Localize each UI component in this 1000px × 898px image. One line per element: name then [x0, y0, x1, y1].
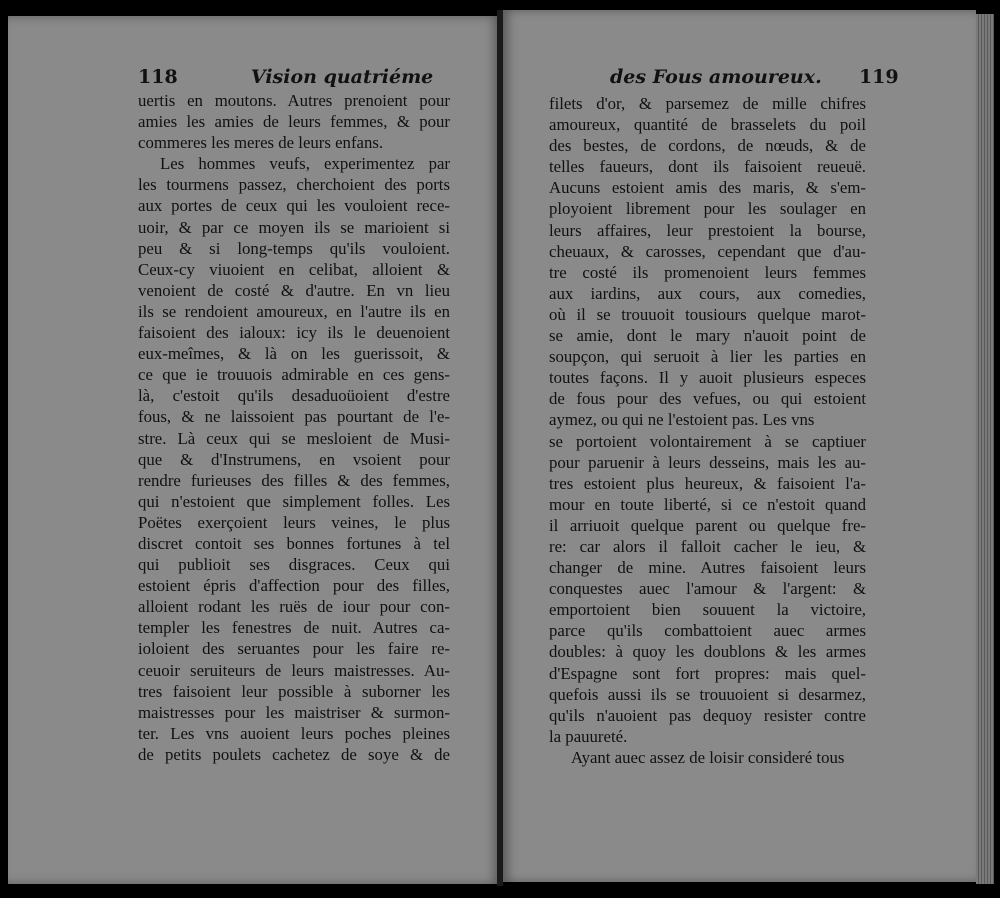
right-page-number: 119	[858, 66, 899, 88]
text-line: des bestes, de cordons, de nœuds, & de	[549, 136, 866, 156]
text-line: Ayant auec assez de loisir consideré tous	[571, 747, 845, 767]
text-line: toutes façons. Il y auoit plusieurs especes	[549, 368, 866, 388]
text-line: mour en toute liberté, si ce n'estoit quand	[549, 494, 866, 514]
text-line: venoient de costé & d'autre. En vn lieu	[138, 280, 450, 300]
text-line: tres estoient plus heureux, & faisoient l'a-	[549, 473, 866, 493]
text-line: se amie, dont le mary n'auoit point de	[549, 326, 866, 346]
right-running-head: des Fous amoureux.	[610, 66, 822, 88]
text-line: eux-meîmes, & là on les guerissoit, &	[138, 344, 450, 364]
text-line: Les hommes veufs, experimentez par	[160, 154, 450, 174]
right-page-header	[610, 64, 899, 90]
page-edges	[976, 14, 994, 884]
text-line: d'Espagne sont fort propres: mais quel-	[549, 663, 866, 683]
text-line: discret contoit ses bonnes fortunes à tel	[138, 533, 450, 553]
text-line: aymez, ou qui ne l'estoient pas. Les vns	[549, 410, 815, 430]
text-line: amies les amies de leurs femmes, & pour	[138, 112, 450, 132]
text-line: templer les fenestres de nuit. Autres ca-	[138, 618, 450, 638]
text-line: faisoient des ialoux: icy ils le deuenoient	[138, 323, 450, 343]
text-line: qu'ils n'auoient pas dequoy resister contre	[549, 705, 866, 725]
text-line: conquestes auec l'amour & l'argent: &	[549, 579, 866, 599]
text-line: uoir, & par ce moyen ils se marioient si	[138, 217, 450, 237]
text-line: là, c'estoit qu'ils desaduoüoient d'estre	[138, 386, 450, 406]
text-line: doubles: à quoy les doublons & les armes	[549, 642, 866, 662]
text-line: leurs affaires, leur prestoient la bourse,	[549, 220, 866, 240]
text-line: telles faueurs, dont ils faisoient reueuë.	[549, 157, 866, 177]
text-line: peu & si long-temps qu'ils vouloient.	[138, 238, 450, 258]
text-line: ceuoir seruiteurs de leurs maistresses. Au-	[138, 660, 450, 680]
text-line: filets d'or, & parsemez de mille chifres	[549, 94, 866, 113]
left-page-header	[138, 64, 500, 90]
text-line: pour paruenir à leurs desseins, mais les au-	[549, 452, 866, 472]
text-line: changer de mine. Autres faisoient leurs	[549, 558, 866, 578]
text-line: qui n'estoient que simplement folles. Les	[138, 491, 450, 511]
text-line: ce que ie trouuois admirable en ces gens-	[138, 365, 450, 385]
text-line: maistresses pour les maistriser & surmon-	[138, 702, 450, 722]
left-page-number: 118	[138, 66, 178, 88]
text-line: parce qu'ils combattoient auec armes	[549, 621, 866, 641]
text-line: Poëtes exerçoient leurs veines, le plus	[138, 512, 450, 532]
text-line: où il se trouuoit tousiours quelque marot-	[549, 304, 866, 324]
text-line: ils se rendoient amoureux, en l'autre ils en	[138, 301, 450, 321]
text-line: la pauureté.	[549, 726, 628, 746]
text-line: tre costé ils promenoient leurs femmes	[549, 262, 866, 282]
text-line: se portoient volontairement à se captiuer	[549, 431, 866, 451]
text-line: ployoient librement pour les soulager en	[549, 199, 866, 219]
text-line: cheuaux, & carosses, cependant que d'au-	[549, 241, 866, 261]
text-line: qui publioit ses disgraces. Ceux qui	[138, 555, 450, 575]
text-line: amoureux, quantité de brasselets du poil	[549, 115, 866, 135]
right-page-body	[549, 93, 866, 768]
text-line: que & d'Instrumens, en vsoient pour	[138, 449, 450, 469]
text-line: stre. Là ceux qui se mesloient de Musi-	[138, 428, 450, 448]
text-line: commeres les meres de leurs enfans.	[138, 133, 384, 153]
text-line: aux iardins, aux cours, aux comedies,	[549, 283, 866, 303]
text-line: Ceux-cy viuoient en celibat, alloient &	[138, 259, 450, 279]
text-line: ioloient des seruantes pour les faire re-	[138, 639, 450, 659]
text-line: Aucuns estoient amis des maris, & s'em-	[549, 178, 866, 198]
text-line: les tourmens passez, cherchoient des ports	[138, 175, 450, 195]
text-line: aux portes de ceux qui les vouloient rece-	[138, 196, 450, 216]
text-line: re: car alors il falloit cacher le ieu, &	[549, 536, 866, 556]
left-page-body	[138, 90, 450, 765]
text-line: fous, & ne laissoient pas pourtant de l'e-	[138, 407, 450, 427]
text-line: emportoient bien souuent la victoire,	[549, 600, 866, 620]
text-line: de fous pour des vefues, ou qui estoient	[549, 389, 866, 409]
text-line: quefois aussi ils se trouuoient si desarmez,	[549, 684, 866, 704]
text-line: rendre furieuses des filles & des femmes,	[138, 470, 450, 490]
text-line: alloient rodant les ruës de iour pour con-	[138, 597, 450, 617]
text-line: tres faisoient leur possible à suborner les	[138, 681, 450, 701]
text-line: estoient épris d'affection pour des filles,	[138, 576, 450, 596]
text-line: de petits poulets cachetez de soye & de	[138, 744, 450, 764]
text-line: soupçon, qui seruoit à lier les parties en	[549, 347, 866, 367]
text-line: il arriuoit quelque parent ou quelque fre-	[549, 515, 866, 535]
left-running-head: Vision quatriéme	[250, 66, 434, 88]
text-line: ter. Les vns auoient leurs poches pleines	[138, 723, 450, 743]
book-gutter	[497, 10, 503, 886]
text-line: uertis en moutons. Autres prenoient pour	[138, 91, 450, 110]
